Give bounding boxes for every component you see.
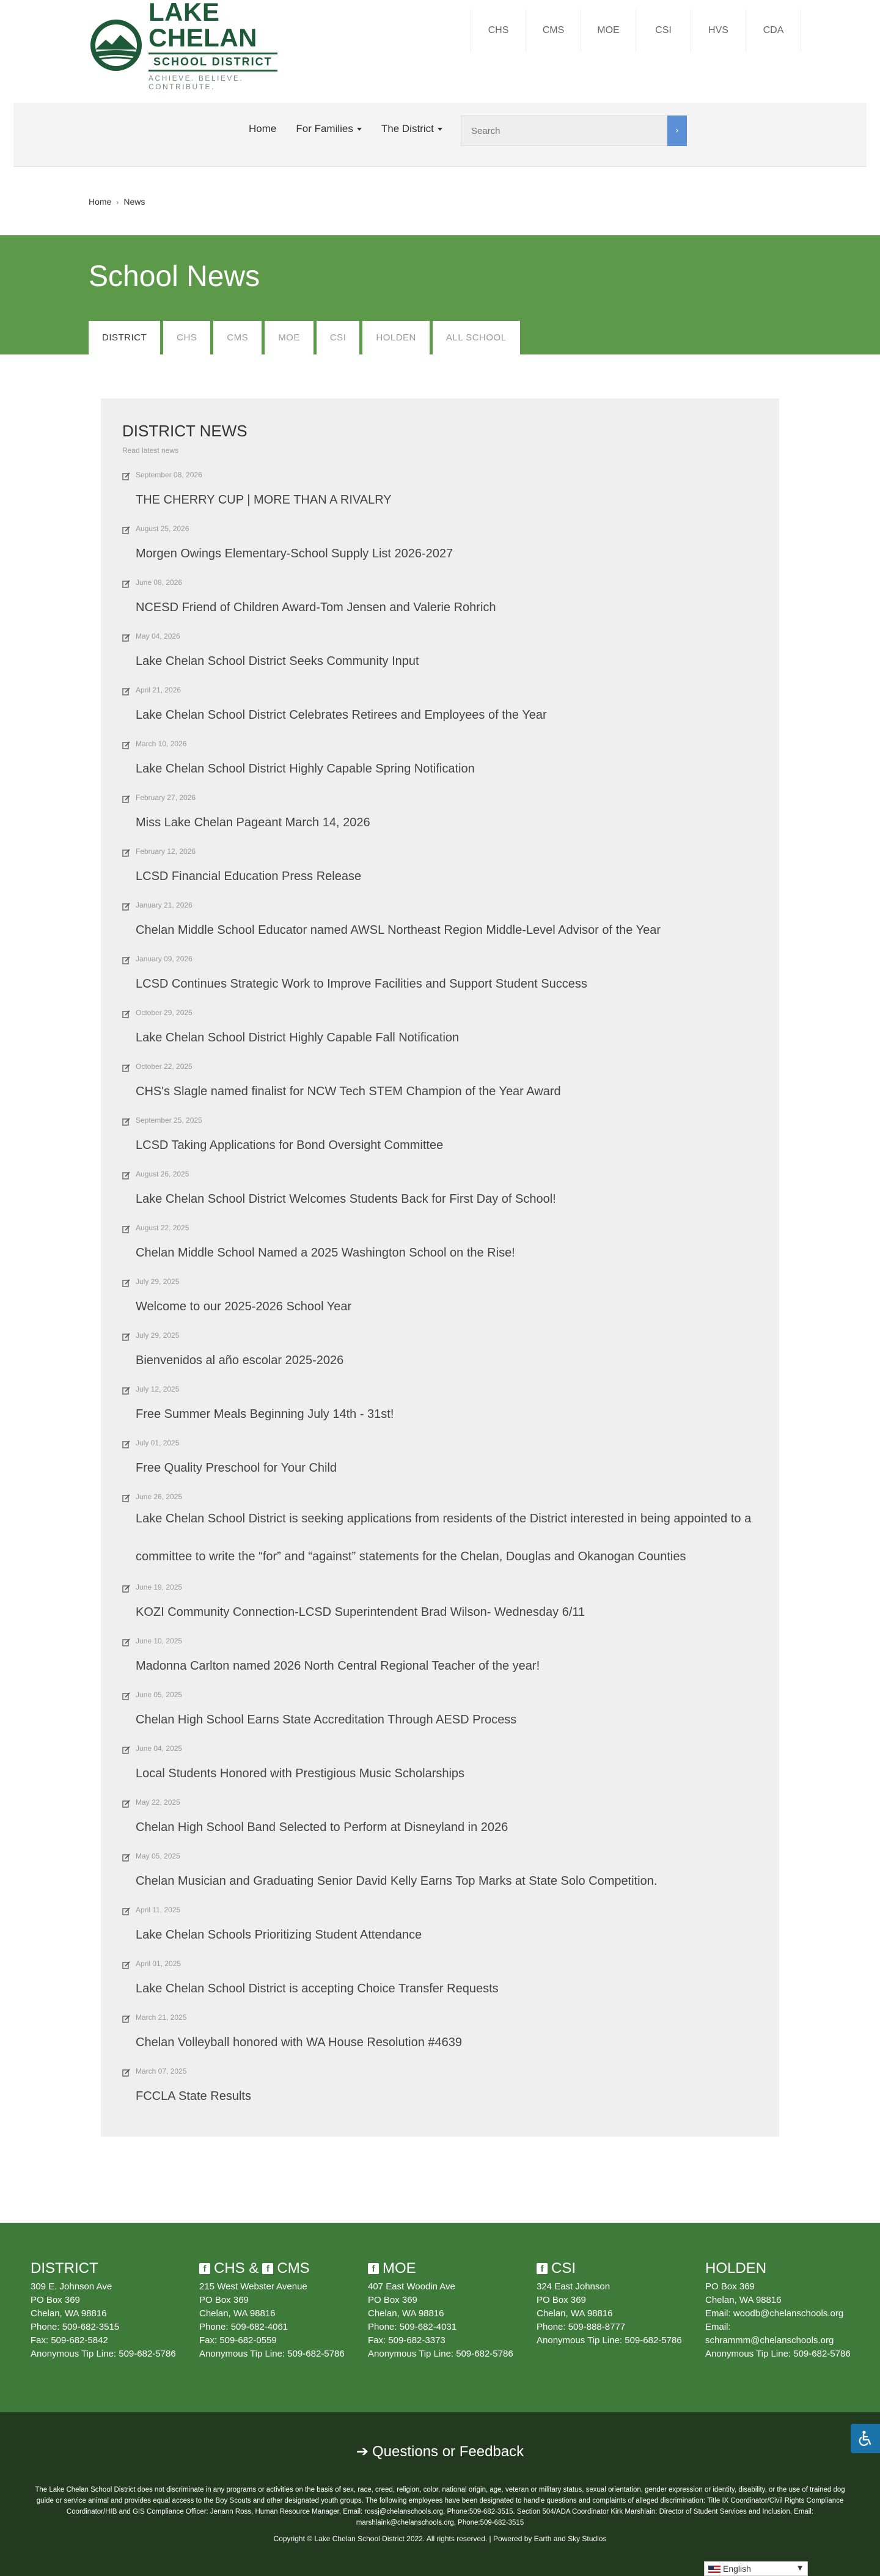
edit-note-icon bbox=[122, 1117, 131, 1126]
news-item bbox=[122, 1637, 764, 1690]
news-list bbox=[122, 471, 764, 2121]
edit-note-icon bbox=[122, 687, 131, 695]
edit-note-icon bbox=[122, 1063, 131, 1072]
footer-column-title bbox=[368, 2259, 524, 2278]
edit-note-icon bbox=[122, 902, 131, 911]
search-button[interactable]: › bbox=[667, 116, 687, 146]
logo-subtitle: SCHOOL DISTRICT bbox=[148, 53, 277, 72]
edit-note-icon bbox=[122, 1961, 131, 1969]
footer-contact-line: Anonymous Tip Line: 509-682-5786 bbox=[31, 2349, 176, 2359]
language-selector[interactable] bbox=[704, 2561, 808, 2576]
news-item bbox=[122, 1331, 764, 1385]
logo-tagline: ACHIEVE. BELIEVE. CONTRIBUTE. bbox=[148, 74, 244, 91]
news-title-link[interactable]: Miss Lake Chelan Pageant March 14, 2026 bbox=[136, 816, 370, 829]
news-item bbox=[122, 1062, 764, 1116]
edit-note-icon bbox=[122, 579, 131, 588]
facebook-icon[interactable]: f bbox=[199, 2263, 210, 2274]
news-heading: DISTRICT NEWS bbox=[122, 422, 248, 440]
school-link-cda[interactable]: CDA bbox=[746, 9, 801, 52]
news-title-link[interactable]: NCESD Friend of Children Award-Tom Jensen and Valerie Rohrich bbox=[136, 601, 496, 614]
edit-note-icon bbox=[122, 1692, 131, 1700]
school-link-csi[interactable]: CSI bbox=[636, 9, 691, 52]
news-date: August 25, 2026 bbox=[136, 524, 189, 533]
news-title-link[interactable]: Chelan Musician and Graduating Senior David Kelly Earns Top Marks at State Solo Competition. bbox=[136, 1874, 658, 1888]
footer-bottom bbox=[0, 2412, 880, 2576]
edit-note-icon bbox=[122, 633, 131, 642]
footer-contact-line: Phone: 509-888-8777 bbox=[537, 2322, 626, 2332]
news-tabs bbox=[89, 321, 523, 354]
edit-note-icon bbox=[122, 1494, 131, 1502]
news-date: March 21, 2025 bbox=[136, 2013, 187, 2022]
news-title-link[interactable]: Welcome to our 2025-2026 School Year bbox=[136, 1300, 352, 1313]
edit-note-icon bbox=[122, 2014, 131, 2023]
news-item bbox=[122, 1008, 764, 1062]
main-menu bbox=[249, 120, 442, 138]
footer-contact-line: Fax: 509-682-5842 bbox=[31, 2335, 108, 2346]
edit-note-icon bbox=[122, 794, 131, 803]
news-date: June 10, 2025 bbox=[136, 1637, 183, 1645]
news-item bbox=[122, 686, 764, 739]
school-nav bbox=[471, 9, 801, 52]
news-date: January 21, 2026 bbox=[136, 901, 193, 909]
edit-note-icon bbox=[122, 741, 131, 749]
news-item bbox=[122, 1852, 764, 1906]
news-item bbox=[122, 1385, 764, 1439]
news-date: March 10, 2026 bbox=[136, 739, 187, 748]
questions-feedback-link[interactable] bbox=[0, 2443, 880, 2460]
news-date: July 29, 2025 bbox=[136, 1277, 180, 1286]
news-item bbox=[122, 471, 764, 524]
chevron-down-icon: ▼ bbox=[798, 2565, 802, 2572]
breadcrumb-home[interactable]: Home bbox=[89, 197, 112, 207]
district-logo[interactable] bbox=[89, 0, 309, 91]
footer-column-title bbox=[199, 2259, 356, 2278]
school-link-cms[interactable]: CMS bbox=[526, 9, 581, 52]
edit-note-icon bbox=[122, 1225, 131, 1233]
breadcrumb bbox=[89, 197, 145, 207]
edit-note-icon bbox=[122, 1907, 131, 1915]
news-date: May 04, 2026 bbox=[136, 632, 180, 640]
edit-note-icon bbox=[122, 1440, 131, 1448]
footer-column bbox=[705, 2259, 874, 2361]
news-item bbox=[122, 955, 764, 1008]
edit-note-icon bbox=[122, 526, 131, 534]
school-link-hvs[interactable]: HVS bbox=[691, 9, 746, 52]
tab-district[interactable]: DISTRICT bbox=[89, 321, 160, 354]
footer-title-chs: CHS & bbox=[214, 2260, 259, 2277]
edit-note-icon bbox=[122, 1332, 131, 1341]
site-footer bbox=[0, 2223, 880, 2576]
facebook-icon[interactable]: f bbox=[368, 2263, 379, 2274]
edit-note-icon bbox=[122, 1799, 131, 1808]
edit-note-icon bbox=[122, 1853, 131, 1862]
footer-contact-line: PO Box 369 bbox=[705, 2281, 755, 2292]
footer-contact-line: Phone: 509-682-4031 bbox=[368, 2322, 457, 2332]
tab-moe[interactable]: MOE bbox=[265, 321, 314, 354]
news-item bbox=[122, 847, 764, 901]
news-title-link[interactable]: Lake Chelan School District is accepting Choice Transfer Requests bbox=[136, 1982, 499, 1995]
tab-holden[interactable]: HOLDEN bbox=[362, 321, 430, 354]
footer-column bbox=[199, 2259, 368, 2361]
edit-note-icon bbox=[122, 1010, 131, 1018]
tab-cms[interactable]: CMS bbox=[213, 321, 262, 354]
facebook-icon[interactable]: f bbox=[262, 2263, 273, 2274]
news-item bbox=[122, 632, 764, 686]
news-date: February 12, 2026 bbox=[136, 847, 196, 856]
news-title-link[interactable]: LCSD Financial Education Press Release bbox=[136, 870, 362, 883]
tab-all-school[interactable]: ALL SCHOOL bbox=[433, 321, 520, 354]
news-date: March 07, 2025 bbox=[136, 2067, 187, 2075]
logo-wordmark bbox=[148, 0, 309, 91]
news-date: August 26, 2025 bbox=[136, 1170, 189, 1178]
footer-column-title bbox=[537, 2259, 693, 2278]
district-news-panel bbox=[101, 398, 779, 2137]
footer-contact-line: Email: schrammm@chelanschools.org bbox=[705, 2322, 834, 2346]
footer-title-text: CSI bbox=[551, 2260, 576, 2277]
news-item bbox=[122, 1439, 764, 1492]
news-title-link[interactable]: Lake Chelan School District Highly Capable Fall Notification bbox=[136, 1031, 460, 1044]
footer-title-text: DISTRICT bbox=[31, 2260, 98, 2277]
feedback-label: Questions or Feedback bbox=[372, 2443, 524, 2460]
news-date: August 22, 2025 bbox=[136, 1224, 189, 1232]
footer-contact-line: 324 East Johnson bbox=[537, 2281, 610, 2292]
breadcrumb-separator-icon: › bbox=[116, 198, 119, 207]
footer-contact-line: Chelan, WA 98816 bbox=[31, 2308, 107, 2319]
language-label: English bbox=[723, 2564, 751, 2574]
news-date: July 29, 2025 bbox=[136, 1331, 180, 1340]
news-title-link[interactable]: Madonna Carlton named 2026 North Central Regional Teacher of the year! bbox=[136, 1659, 540, 1673]
arrow-right-icon: ➔ bbox=[356, 2443, 369, 2460]
news-item bbox=[122, 1906, 764, 1959]
menu-for-families[interactable] bbox=[296, 120, 362, 138]
news-date: October 29, 2025 bbox=[136, 1008, 193, 1017]
menu-for-families-label: For Families bbox=[296, 123, 353, 134]
footer-contact-line: Anonymous Tip Line: 509-682-5786 bbox=[705, 2349, 851, 2359]
footer-column bbox=[31, 2259, 199, 2361]
news-title-link[interactable]: Morgen Owings Elementary-School Supply List 2026-2027 bbox=[136, 547, 453, 560]
news-title-link[interactable]: FCCLA State Results bbox=[136, 2090, 251, 2103]
edit-note-icon bbox=[122, 472, 131, 480]
menu-home[interactable] bbox=[249, 120, 276, 138]
footer-contact-line: Chelan, WA 98816 bbox=[199, 2308, 276, 2319]
news-item bbox=[122, 524, 764, 578]
news-item bbox=[122, 1583, 764, 1637]
us-flag-icon bbox=[708, 2566, 721, 2573]
news-item bbox=[122, 1492, 764, 1583]
wheelchair-icon bbox=[856, 2429, 875, 2448]
nondiscrimination-notice: The Lake Chelan School District does not discriminate in any programs or activities on the basis of sex, race, creed, religion, color, national origin, age, veteran or military status, sexual orientation, gender expression or identity, disability, or the use of trained dog guide or service animal and provides equal access to the Boy Scouts and other designated youth groups. The following employees have been designated to handle questions and complaints of alleged discrimination: Title IX Coordinator/Civil Rights Compliance Coordinator/HIB and GIS Compliance Officer: Jenann Ross, Human Resource Manager, Email: rossj@chelanschools.org, Phone:509-682-3515. Section 504/ADA Coordinator Kirk Marshlain: Director of Student Services and Inclusion, Email: marshlaink@chelanschools.org, Phone:509-682-3515 bbox=[35, 2486, 845, 2526]
news-date: June 26, 2025 bbox=[136, 1492, 183, 1501]
news-date: April 11, 2025 bbox=[136, 1906, 181, 1914]
footer-contact-line: Email: woodb@chelanschools.org bbox=[705, 2308, 844, 2319]
edit-note-icon bbox=[122, 1584, 131, 1593]
caret-down-icon bbox=[357, 128, 362, 131]
edit-note-icon bbox=[122, 2068, 131, 2077]
edit-note-icon bbox=[122, 1279, 131, 1287]
footer-column bbox=[368, 2259, 537, 2361]
footer-contact-line: Phone: 509-682-3515 bbox=[31, 2322, 120, 2332]
tab-csi[interactable]: CSI bbox=[317, 321, 360, 354]
news-date: July 12, 2025 bbox=[136, 1385, 180, 1393]
school-link-moe[interactable]: MOE bbox=[581, 9, 636, 52]
news-title-link[interactable]: LCSD Continues Strategic Work to Improve Facilities and Support Student Success bbox=[136, 977, 587, 991]
news-item bbox=[122, 1116, 764, 1170]
school-link-chs[interactable]: CHS bbox=[471, 9, 526, 52]
footer-contact-line: PO Box 369 bbox=[31, 2295, 80, 2305]
news-date: June 04, 2025 bbox=[136, 1744, 183, 1753]
news-title-link[interactable]: LCSD Taking Applications for Bond Oversight Committee bbox=[136, 1139, 444, 1152]
footer-column-title bbox=[705, 2259, 862, 2278]
news-title-link[interactable]: Bienvenidos al año escolar 2025-2026 bbox=[136, 1354, 344, 1367]
news-date: July 01, 2025 bbox=[136, 1439, 180, 1447]
footer-contact-line: 309 E. Johnson Ave bbox=[31, 2281, 112, 2292]
footer-column-title bbox=[31, 2259, 187, 2278]
footer-contact-line: Phone: 509-682-4061 bbox=[199, 2322, 288, 2332]
news-date: June 05, 2025 bbox=[136, 1690, 183, 1699]
search-form bbox=[461, 116, 687, 146]
main-navbar bbox=[13, 103, 867, 167]
site-header bbox=[0, 0, 880, 136]
footer-contact-line: 215 West Webster Avenue bbox=[199, 2281, 307, 2292]
footer-contact-line: PO Box 369 bbox=[368, 2295, 417, 2305]
news-date: September 25, 2025 bbox=[136, 1116, 202, 1125]
caret-down-icon bbox=[438, 128, 442, 131]
news-item bbox=[122, 1744, 764, 1798]
menu-the-district[interactable] bbox=[381, 120, 442, 138]
news-title-link[interactable]: Lake Chelan Schools Prioritizing Student Attendance bbox=[136, 1928, 422, 1942]
news-title-link[interactable]: Chelan Middle School Named a 2025 Washington School on the Rise! bbox=[136, 1246, 515, 1260]
news-item bbox=[122, 1277, 764, 1331]
page-banner bbox=[0, 235, 880, 354]
search-input[interactable] bbox=[461, 116, 667, 146]
news-date: June 19, 2025 bbox=[136, 1583, 183, 1591]
copyright-text: Copyright © Lake Chelan School District 2022. All rights reserved. | Powered by Earth and Sky Studios bbox=[273, 2534, 607, 2543]
footer-title-text: MOE bbox=[383, 2260, 416, 2277]
news-item bbox=[122, 1959, 764, 2013]
news-date: January 09, 2026 bbox=[136, 955, 193, 963]
news-title-link[interactable]: Chelan Middle School Educator named AWSL Northeast Region Middle-Level Advisor of the Year bbox=[136, 923, 661, 937]
footer-contact-line: Anonymous Tip Line: 509-682-5786 bbox=[199, 2349, 345, 2359]
edit-note-icon bbox=[122, 1171, 131, 1180]
news-date: April 01, 2025 bbox=[136, 1959, 182, 1968]
footer-contact-line: Anonymous Tip Line: 509-682-5786 bbox=[368, 2349, 513, 2359]
news-title-link[interactable]: Lake Chelan School District Highly Capable Spring Notification bbox=[136, 762, 475, 776]
news-title-link[interactable]: Free Summer Meals Beginning July 14th - 31st! bbox=[136, 1407, 394, 1421]
footer-contact-line: PO Box 369 bbox=[199, 2295, 249, 2305]
footer-title-cms: CMS bbox=[277, 2260, 310, 2277]
news-date: May 05, 2025 bbox=[136, 1852, 180, 1860]
news-title-link[interactable]: Free Quality Preschool for Your Child bbox=[136, 1461, 337, 1475]
news-date: October 22, 2025 bbox=[136, 1062, 193, 1071]
footer-contact-line: Anonymous Tip Line: 509-682-5786 bbox=[537, 2335, 682, 2346]
edit-note-icon bbox=[122, 848, 131, 857]
news-date: September 08, 2026 bbox=[136, 471, 202, 479]
logo-title: LAKE CHELAN bbox=[148, 0, 257, 52]
news-title-link[interactable]: Local Students Honored with Prestigious Music Scholarships bbox=[136, 1767, 465, 1780]
footer-contact-line: Chelan, WA 98816 bbox=[368, 2308, 444, 2319]
edit-note-icon bbox=[122, 1638, 131, 1646]
news-title-link[interactable]: Chelan High School Earns State Accreditation Through AESD Process bbox=[136, 1713, 517, 1727]
news-date: February 27, 2026 bbox=[136, 793, 196, 802]
news-item bbox=[122, 793, 764, 847]
footer-contact-line: 407 East Woodin Ave bbox=[368, 2281, 455, 2292]
edit-note-icon bbox=[122, 956, 131, 964]
news-title-link[interactable]: CHS's Slagle named finalist for NCW Tech STEM Champion of the Year Award bbox=[136, 1085, 561, 1098]
news-title-link[interactable]: Lake Chelan School District Welcomes Students Back for First Day of School! bbox=[136, 1192, 556, 1206]
footer-contact-line: Fax: 509-682-3373 bbox=[368, 2335, 446, 2346]
news-item bbox=[122, 901, 764, 955]
news-item bbox=[122, 739, 764, 793]
news-title-link[interactable]: Chelan Volleyball honored with WA House Resolution #4639 bbox=[136, 2036, 463, 2049]
news-title-link[interactable]: KOZI Community Connection-LCSD Superintendent Brad Wilson- Wednesday 6/11 bbox=[136, 1605, 585, 1619]
footer-contact-line: Chelan, WA 98816 bbox=[537, 2308, 613, 2319]
breadcrumb-current: News bbox=[123, 197, 145, 207]
lake-mountain-logo-icon bbox=[89, 18, 144, 73]
news-title-link[interactable]: Chelan High School Band Selected to Perform at Disneyland in 2026 bbox=[136, 1821, 508, 1834]
news-item bbox=[122, 1170, 764, 1224]
page-title: School News bbox=[89, 260, 260, 293]
footer-title-text: HOLDEN bbox=[705, 2260, 767, 2277]
footer-column bbox=[537, 2259, 705, 2361]
news-item bbox=[122, 2067, 764, 2121]
news-title-link[interactable]: Lake Chelan School District Celebrates Retirees and Employees of the Year bbox=[136, 708, 547, 722]
menu-the-district-label: The District bbox=[381, 123, 434, 134]
news-title-link[interactable]: Lake Chelan School District is seeking applications from residents of the District interested in being appointed to a committee to write the “for” and “against” statements for the Chelan, Douglas and Okanogan Counties bbox=[136, 1512, 752, 1563]
edit-note-icon bbox=[122, 1386, 131, 1395]
news-title-link[interactable]: Lake Chelan School District Seeks Community Input bbox=[136, 655, 419, 668]
news-title-link[interactable]: THE CHERRY CUP | MORE THAN A RIVALRY bbox=[136, 493, 392, 507]
news-date: April 21, 2026 bbox=[136, 686, 182, 694]
tab-chs[interactable]: CHS bbox=[163, 321, 210, 354]
news-item bbox=[122, 2013, 764, 2067]
edit-note-icon bbox=[122, 1745, 131, 1754]
news-item bbox=[122, 1798, 764, 1852]
news-subheading: Read latest news bbox=[122, 446, 179, 455]
menu-home-label: Home bbox=[249, 123, 277, 134]
news-item bbox=[122, 578, 764, 632]
footer-contact-line: Chelan, WA 98816 bbox=[705, 2295, 782, 2305]
news-date: June 08, 2026 bbox=[136, 578, 183, 587]
news-date: May 22, 2025 bbox=[136, 1798, 180, 1807]
accessibility-button[interactable] bbox=[851, 2424, 880, 2453]
facebook-icon[interactable]: f bbox=[537, 2263, 548, 2274]
footer-contact-columns bbox=[31, 2259, 874, 2361]
footer-contact-line: Fax: 509-682-0559 bbox=[199, 2335, 277, 2346]
footer-contact-line: PO Box 369 bbox=[537, 2295, 586, 2305]
news-item bbox=[122, 1224, 764, 1277]
news-item bbox=[122, 1690, 764, 1744]
